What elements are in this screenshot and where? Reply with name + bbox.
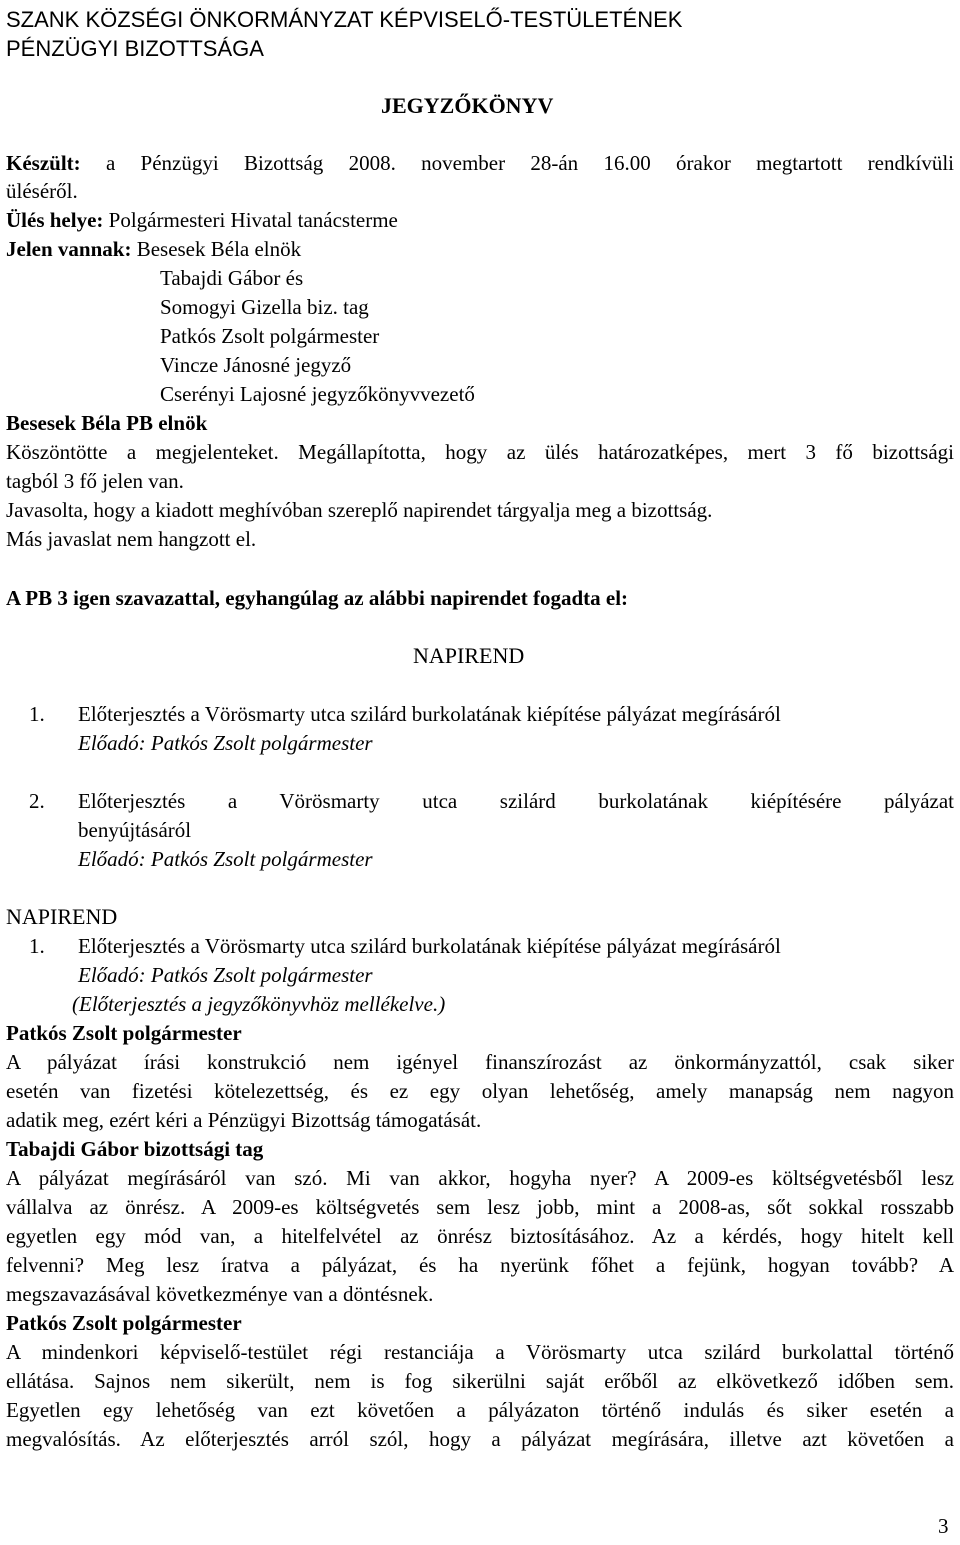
- resolution-text: A PB 3 igen szavazattal, egyhangúlag az alábbi napirendet fogadta el:: [6, 586, 629, 610]
- attendee: Cserényi Lajosné jegyzőkönyvvezető: [160, 382, 475, 406]
- paragraph-line: adatik meg, ezért kéri a Pénzügyi Bizottság támogatását.: [6, 1108, 482, 1132]
- agenda-item-number: 1.: [29, 934, 45, 958]
- paragraph-line: ellátása. Sajnos nem sikerült, nem is fog sikerülni saját erőből az elkövetkező időben sem.: [6, 1369, 954, 1393]
- paragraph-line: A pályázat megírásáról van szó. Mi van akkor, hogyha nyer? A 2009-es költségvetésből lesz: [6, 1166, 954, 1190]
- location-label: Ülés helye:: [6, 208, 104, 232]
- paragraph-line: Más javaslat nem hangzott el.: [6, 527, 257, 551]
- present-line: [6, 235, 301, 263]
- paragraph-line: Egyetlen egy lehetőség van ezt követően a pályázaton történő indulás és siker esetén a: [6, 1398, 954, 1422]
- prepared-line: [6, 149, 954, 177]
- agenda-item-presenter: Előadó: Patkós Zsolt polgármester: [78, 731, 373, 755]
- agenda-item-number: 2.: [29, 789, 45, 813]
- location-text: Polgármesteri Hivatal tanácsterme: [103, 208, 398, 232]
- paragraph-line: megvalósítás. Az előterjesztés arról szól, hogy a pályázat megírására, illetve azt követően a: [6, 1427, 954, 1451]
- paragraph-line: esetén van fizetési kötelezettség, és ez egy olyan lehetőség, amely manapság nem nagyon: [6, 1079, 954, 1103]
- document-page: [6, 0, 954, 1545]
- paragraph-line: egyetlen egy mód van, a hitelfelvétel az önrész biztosításához. Az a kérdés, hogy hitelt kell: [6, 1224, 954, 1248]
- speaker-heading: Tabajdi Gábor bizottsági tag: [6, 1137, 264, 1161]
- agenda-item-presenter: Előadó: Patkós Zsolt polgármester: [78, 847, 373, 871]
- attachment-note: (Előterjesztés a jegyzőkönyvhöz mellékelve.): [72, 992, 446, 1016]
- agenda-item-text: Előterjesztés a Vörösmarty utca szilárd burkolatának kiépítése pályázat megírásáról: [78, 702, 781, 726]
- attendee: Vincze Jánosné jegyző: [160, 353, 352, 377]
- present-label: Jelen vannak:: [6, 237, 132, 261]
- council-header-line1: SZANK KÖZSÉGI ÖNKORMÁNYZAT KÉPVISELŐ-TESTÜLETÉNEK: [6, 7, 683, 32]
- prepared-label: Készült:: [6, 151, 81, 175]
- agenda-item-number: 1.: [29, 702, 45, 726]
- paragraph-line: tagból 3 fő jelen van.: [6, 469, 184, 493]
- agenda-item-presenter: Előadó: Patkós Zsolt polgármester: [78, 963, 373, 987]
- agenda-title: NAPIREND: [413, 643, 525, 668]
- speaker-heading: Patkós Zsolt polgármester: [6, 1311, 242, 1335]
- paragraph-line: A mindenkori képviselő-testület régi restanciája a Vörösmarty utca szilárd burkolattal történő: [6, 1340, 954, 1364]
- attendee: Somogyi Gizella biz. tag: [160, 295, 369, 319]
- paragraph-line: vállalva az önrész. A 2009-es költségvetés sem lesz jobb, mint a 2008-as, sőt sokkal rosszabb: [6, 1195, 954, 1219]
- paragraph-line: felvenni? Meg lesz íratva a pályázat, és ha nyerünk főhet a fejünk, hogyan tovább? A: [6, 1253, 954, 1277]
- attendee: Besesek Béla elnök: [136, 237, 302, 261]
- attendee: Patkós Zsolt polgármester: [160, 324, 380, 348]
- prepared-text: a Pénzügyi Bizottság 2008. november 28-án 16.00 órakor megtartott rendkívüli: [80, 151, 954, 175]
- page-number: 3: [938, 1514, 949, 1538]
- paragraph-line: Javasolta, hogy a kiadott meghívóban szereplő napirendet tárgyalja meg a bizottság.: [6, 498, 713, 522]
- paragraph-line: megszavazásával következménye van a döntésnek.: [6, 1282, 434, 1306]
- paragraph-line: A pályázat írási konstrukció nem igényel finanszírozást az önkormányzattól, csak siker: [6, 1050, 954, 1074]
- location-line: [6, 206, 398, 234]
- speaker-heading: Besesek Béla PB elnök: [6, 411, 208, 435]
- agenda2-title: NAPIREND: [6, 904, 118, 929]
- agenda-item-text: Előterjesztés a Vörösmarty utca szilárd burkolatának kiépítése pályázat megírásáról: [78, 934, 781, 958]
- document-title: JEGYZŐKÖNYV: [381, 93, 554, 118]
- agenda-item-text-cont: benyújtásáról: [78, 818, 192, 842]
- paragraph-line: Köszöntötte a megjelenteket. Megállapította, hogy az ülés határozatképes, mert 3 fő bizottsági: [6, 440, 954, 464]
- council-header-line2: PÉNZÜGYI BIZOTTSÁGA: [6, 36, 264, 61]
- prepared-line-2: üléséről.: [6, 179, 78, 203]
- agenda-item-text: Előterjesztés a Vörösmarty utca szilárd burkolatának kiépítésére pályázat: [78, 789, 954, 813]
- speaker-heading: Patkós Zsolt polgármester: [6, 1021, 242, 1045]
- attendee: Tabajdi Gábor és: [160, 266, 304, 290]
